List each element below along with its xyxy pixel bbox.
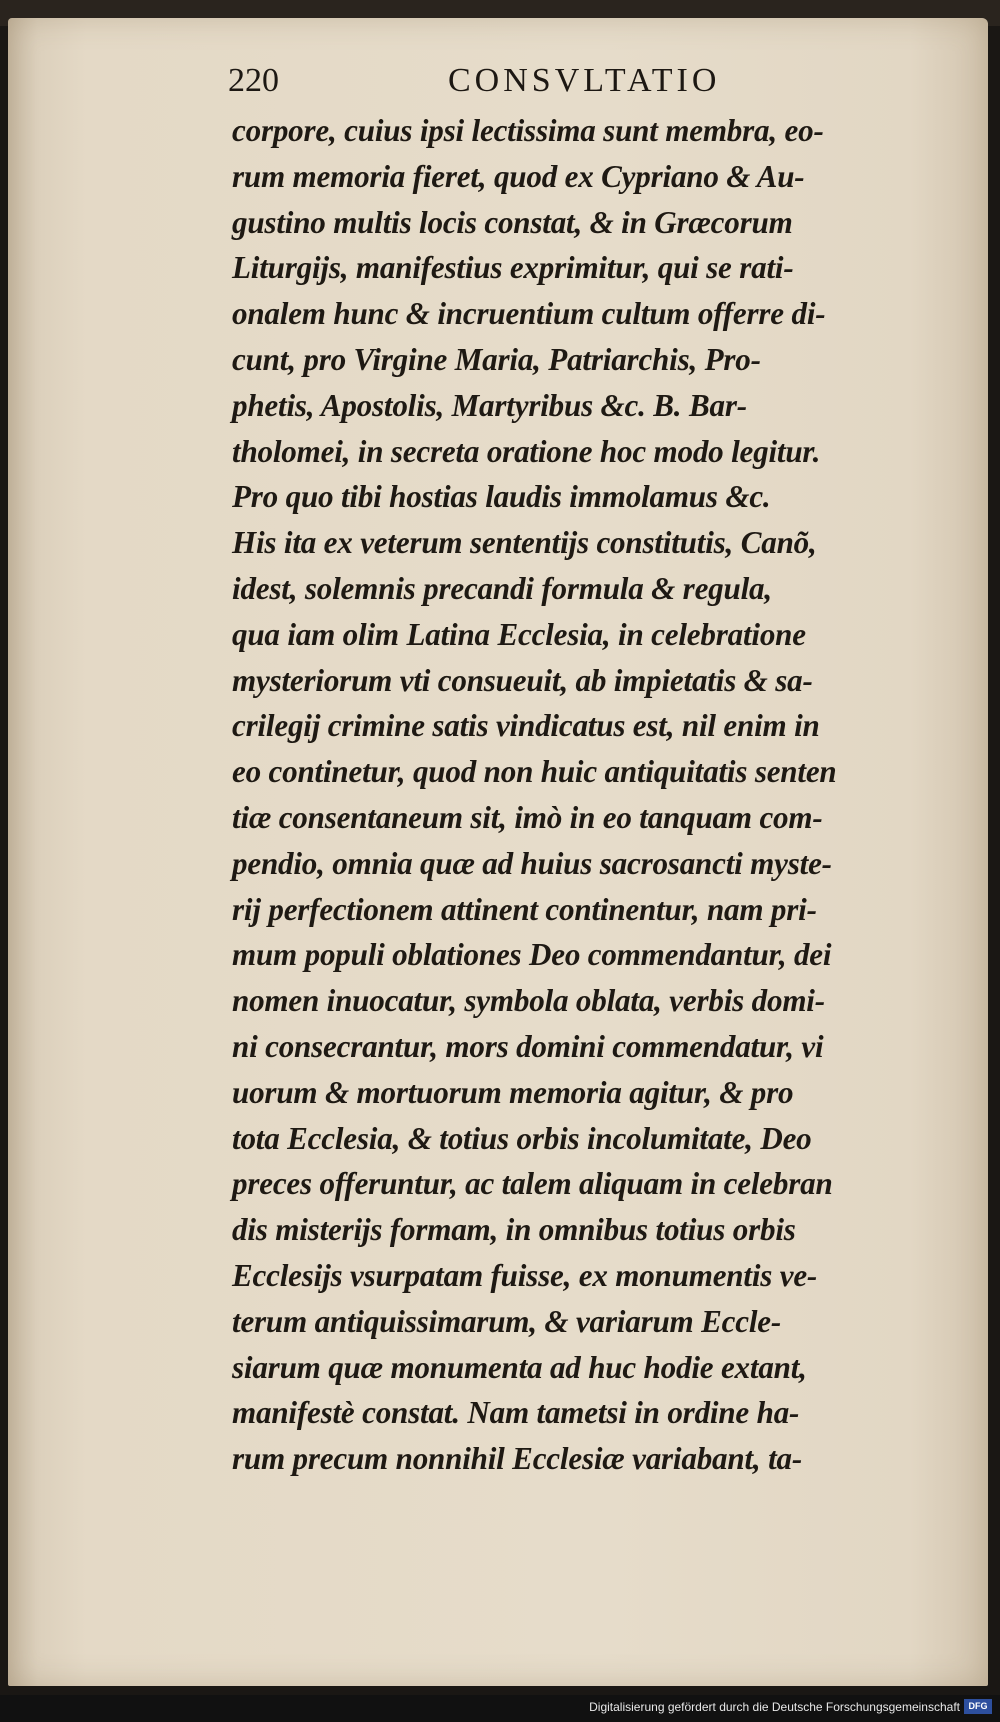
- text-line: manifestè constat. Nam tametsi in ordine ha-: [232, 1394, 800, 1431]
- text-line: Ecclesijs vsurpatam fuisse, ex monumentis ve-: [232, 1256, 818, 1293]
- text-line: cunt, pro Virgine Maria, Patriarchis, Pro-: [232, 340, 761, 377]
- body-text: [232, 108, 932, 1482]
- text-line: Pro quo tibi hostias laudis immolamus &c.: [232, 478, 771, 515]
- text-line: eo continetur, quod non huic antiquitatis senten: [232, 753, 837, 790]
- dfg-logo: DFG: [964, 1699, 992, 1714]
- text-line: onalem hunc & incruentium cultum offerre di-: [232, 295, 826, 332]
- digitization-credit: Digitalisierung gefördert durch die Deutsche Forschungsgemeinschaft: [589, 1700, 960, 1714]
- text-line: preces offeruntur, ac talem aliquam in celebran: [232, 1165, 833, 1202]
- text-line: rum precum nonnihil Ecclesiæ variabant, ta-: [232, 1440, 803, 1477]
- text-line: dis misterijs formam, in omnibus totius orbis: [232, 1211, 796, 1248]
- text-line: tiæ consentaneum sit, imò in eo tanquam com-: [232, 798, 823, 835]
- text-line: tholomei, in secreta oratione hoc modo legitur.: [232, 432, 821, 469]
- text-line: uorum & mortuorum memoria agitur, & pro: [232, 1073, 794, 1110]
- text-line: mysteriorum vti consueuit, ab impietatis & sa-: [232, 661, 813, 698]
- text-line: qua iam olim Latina Ecclesia, in celebratione: [232, 615, 806, 652]
- text-line: gustino multis locis constat, & in Græcorum: [232, 203, 793, 240]
- text-line: rij perfectionem attinent continentur, nam pri-: [232, 890, 817, 927]
- text-line: pendio, omnia quæ ad huius sacrosancti myste-: [232, 844, 832, 881]
- text-line: ni consecrantur, mors domini commendatur, vi: [232, 1027, 824, 1064]
- text-line: idest, solemnis precandi formula & regula,: [232, 569, 772, 606]
- text-line: phetis, Apostolis, Martyribus &c. B. Bar-: [232, 386, 747, 423]
- text-line: terum antiquissimarum, & variarum Eccle-: [232, 1302, 782, 1339]
- text-line: rum memoria fieret, quod ex Cypriano & Au-: [232, 157, 805, 194]
- running-head: CONSVLTATIO: [448, 62, 721, 99]
- text-line: mum populi oblationes Deo commendantur, dei: [232, 936, 832, 973]
- text-line: siarum quæ monumenta ad huc hodie extant,: [232, 1348, 807, 1385]
- text-line: nomen inuocatur, symbola oblata, verbis domi-: [232, 982, 825, 1019]
- text-line: His ita ex veterum sententijs constitutis, Canõ,: [232, 524, 817, 561]
- page-header: [228, 58, 768, 108]
- text-line: corpore, cuius ipsi lectissima sunt membra, eo-: [232, 112, 824, 148]
- page-number: 220: [228, 62, 279, 99]
- text-line: tota Ecclesia, & totius orbis incolumitate, Deo: [232, 1119, 812, 1156]
- text-line: Liturgijs, manifestius exprimitur, qui se rati-: [232, 249, 794, 286]
- text-line: crilegij crimine satis vindicatus est, nil enim in: [232, 707, 820, 744]
